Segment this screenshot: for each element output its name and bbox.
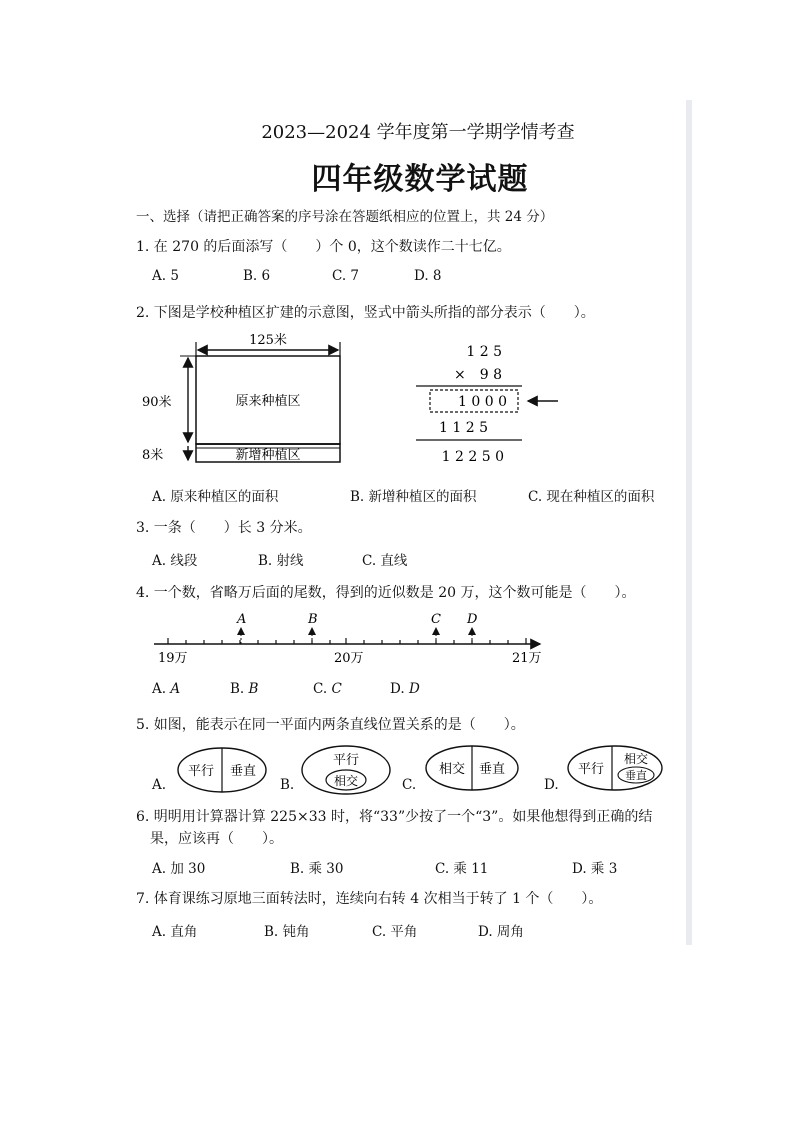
q1-option-c: C. 7 [332,268,360,284]
q4-option-a: A. A [152,681,181,697]
q5-label-c: C. [402,777,417,793]
page-edge-shadow [686,100,692,945]
tick-label-21wan: 21万 [512,651,542,666]
question-2: 2. 下图是学校种植区扩建的示意图，竖式中箭头所指的部分表示（ ）。 [136,305,595,321]
q4-option-d: D. D [390,681,420,697]
question-1: 1. 在 270 的后面添写（ ）个 0，这个数读作二十七亿。 [136,239,511,255]
q6-option-d: D. 乘 3 [572,861,618,877]
number-line [148,610,558,670]
diagram-b [300,744,392,796]
calc-line-4: 1 1 2 5 [439,420,488,436]
q2-option-b: B. 新增种植区的面积 [350,489,477,505]
q2-option-c: C. 现在种植区的面积 [528,489,655,505]
svg-text:垂直: 垂直 [625,769,647,782]
question-3: 3. 一条（ ）长 3 分米。 [136,520,312,536]
q6-option-c: C. 乘 11 [435,861,489,877]
new-area-label: 新增种植区 [235,448,301,463]
q1-option-a: A. 5 [152,268,179,284]
svg-text:平行: 平行 [577,762,605,777]
svg-text:平行: 平行 [332,753,360,768]
q5-label-a: A. [152,777,167,793]
calc-line-2: × 9 8 [454,367,502,383]
question-5: 5. 如图，能表示在同一平面内两条直线位置关系的是（ ）。 [136,717,525,733]
question-7: 7. 体育课练习原地三面转法时，连续向右转 4 次相当于转了 1 个（ ）。 [136,891,603,907]
height-label: 90米 [142,395,172,410]
exam-title: 四年级数学试题 [311,162,529,197]
svg-text:相交: 相交 [333,774,359,788]
section-heading: 一、选择（请把正确答案的序号涂在答题纸相应的位置上，共 24 分） [136,209,554,225]
point-d-label: D [467,612,478,627]
planting-area-diagram [140,330,390,470]
tick-label-19wan: 19万 [158,651,188,666]
q7-option-b: B. 钝角 [264,924,310,940]
calc-line-5: 1 2 2 5 0 [441,449,504,465]
q7-option-a: A. 直角 [152,924,198,940]
point-b-label: B [308,612,318,627]
extra-height-label: 8米 [142,448,164,463]
question-6-line-1: 6. 明明用计算器计算 225×33 时，将“33”少按了一个“3”。如果他想得到正确的结 [136,809,653,825]
question-6-line-2: 果，应该再（ ）。 [150,831,283,847]
q2-option-a: A. 原来种植区的面积 [152,489,279,505]
diagram-d [566,744,664,792]
diagram-a [176,746,268,794]
q3-option-b: B. 射线 [258,553,304,569]
q3-option-a: A. 线段 [152,553,198,569]
question-4: 4. 一个数，省略万后面的尾数，得到的近似数是 20 万，这个数可能是（ ）。 [136,585,636,601]
original-area-label: 原来种植区 [235,394,301,409]
svg-text:垂直: 垂直 [478,762,506,777]
q6-option-b: B. 乘 30 [290,861,344,877]
diagram-c [424,744,520,792]
q1-option-b: B. 6 [243,268,271,284]
point-c-label: C [431,612,441,627]
calc-line-3: 1 0 0 0 [458,394,507,410]
q3-option-c: C. 直线 [362,553,408,569]
tick-label-20wan: 20万 [334,651,364,666]
q6-option-a: A. 加 30 [152,861,206,877]
q7-option-c: C. 平角 [372,924,418,940]
svg-text:平行: 平行 [187,764,215,779]
width-label: 125米 [249,333,287,348]
svg-text:垂直: 垂直 [229,764,257,779]
q1-option-d: D. 8 [414,268,442,284]
q4-option-c: C. C [313,681,342,697]
svg-text:相交: 相交 [438,762,466,777]
q5-label-b: B. [280,777,295,793]
q4-option-b: B. B [230,681,259,697]
q7-option-d: D. 周角 [478,924,524,940]
vertical-multiplication [410,336,570,472]
svg-text:相交: 相交 [623,752,649,766]
exam-subtitle: 2023—2024 学年度第一学期学情考查 [261,122,575,143]
point-a-label: A [237,612,247,627]
calc-line-1: 1 2 5 [466,344,502,360]
q5-label-d: D. [544,777,559,793]
